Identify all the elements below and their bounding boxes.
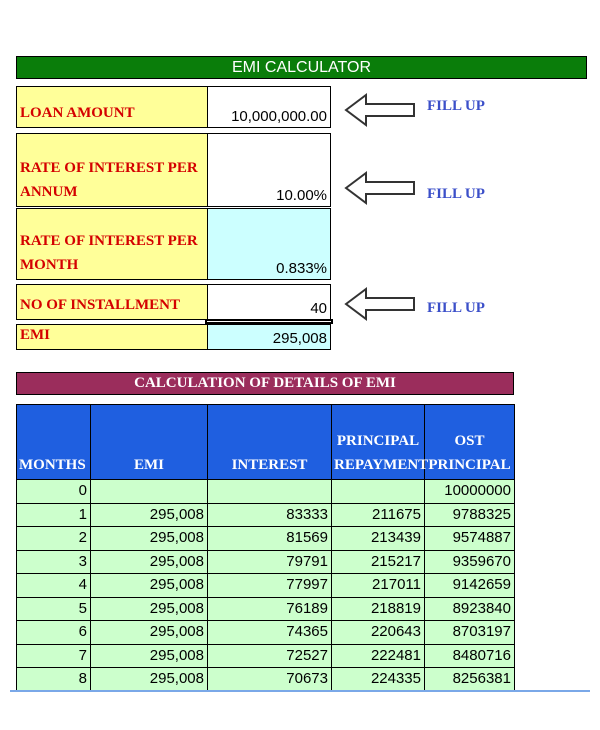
rate-month-label	[16, 208, 208, 280]
installments-value: 40	[310, 300, 327, 317]
left-arrow-icon	[344, 170, 416, 206]
table-row	[17, 621, 515, 645]
cell-principal: 224335	[332, 668, 425, 692]
cell-ost: 9788325	[425, 503, 515, 527]
cell-ost: 9574887	[425, 527, 515, 551]
cell-month: 8	[17, 668, 91, 692]
cell-principal: 211675	[332, 503, 425, 527]
rate-month-label-line1: RATE OF INTEREST PER	[20, 233, 198, 249]
cell-ost: 9359670	[425, 550, 515, 574]
cell-interest: 83333	[208, 503, 332, 527]
cell-interest: 77997	[208, 574, 332, 598]
loan-amount-input[interactable]	[207, 86, 331, 128]
rate-annum-label-line1: RATE OF INTEREST PER	[20, 160, 198, 176]
col-header-principal-repayment	[332, 405, 429, 480]
cell-principal: 213439	[332, 527, 425, 551]
cell-emi: 295,008	[91, 503, 208, 527]
emi-label-text: EMI	[20, 327, 50, 343]
cell-interest: 79791	[208, 550, 332, 574]
rate-annum-label-line2: ANNUM	[20, 184, 78, 200]
table-header-row	[17, 405, 515, 480]
cell-emi: 295,008	[91, 644, 208, 668]
cell-ost: 10000000	[425, 480, 515, 504]
cell-principal: 215217	[332, 550, 425, 574]
left-arrow-icon	[344, 286, 416, 322]
cell-ost: 8703197	[425, 621, 515, 645]
cell-interest	[208, 480, 332, 504]
sheet-bottom-edge	[10, 690, 590, 692]
rate-month-label-line2: MONTH	[20, 257, 79, 273]
installments-label	[16, 284, 208, 320]
cell-emi: 295,008	[91, 597, 208, 621]
cell-principal	[332, 480, 425, 504]
emi-value-cell	[207, 324, 331, 350]
loan-amount-value: 10,000,000.00	[231, 108, 327, 125]
col-header-ost-line2: PRINCIPAL	[428, 457, 511, 473]
table-row	[17, 503, 515, 527]
col-header-principal-line2: REPAYMENT	[334, 457, 429, 473]
cell-ost: 8256381	[425, 668, 515, 692]
col-header-emi: EMI	[91, 405, 208, 480]
cell-interest: 70673	[208, 668, 332, 692]
col-header-ost-principal	[425, 405, 515, 480]
installments-input[interactable]	[207, 284, 331, 320]
rate-annum-label	[16, 133, 208, 207]
cell-interest: 72527	[208, 644, 332, 668]
cell-principal: 222481	[332, 644, 425, 668]
cell-interest: 74365	[208, 621, 332, 645]
fill-up-label-rate: FILL UP	[427, 186, 485, 202]
rate-annum-value: 10.00%	[276, 187, 327, 204]
table-row	[17, 644, 515, 668]
col-header-interest: INTEREST	[208, 405, 332, 480]
col-header-principal-line1: PRINCIPAL	[336, 433, 420, 449]
cell-month: 1	[17, 503, 91, 527]
cell-principal: 218819	[332, 597, 425, 621]
left-arrow-icon	[344, 92, 416, 128]
cell-principal: 220643	[332, 621, 425, 645]
cell-month: 7	[17, 644, 91, 668]
table-row	[17, 480, 515, 504]
emi-value: 295,008	[272, 330, 327, 347]
installments-label-text: NO OF INSTALLMENT	[20, 297, 181, 313]
col-header-ost-line1: OST	[454, 433, 485, 449]
cell-month: 2	[17, 527, 91, 551]
fill-up-label-loan: FILL UP	[427, 98, 485, 114]
rate-month-label-text	[20, 229, 198, 277]
cell-emi: 295,008	[91, 574, 208, 598]
cell-ost: 8923840	[425, 597, 515, 621]
cell-month: 4	[17, 574, 91, 598]
cell-month: 3	[17, 550, 91, 574]
details-title: CALCULATION OF DETAILS OF EMI	[16, 372, 514, 395]
fill-up-label-installments: FILL UP	[427, 300, 485, 316]
rate-month-value: 0.833%	[276, 260, 327, 277]
table-row	[17, 550, 515, 574]
cell-emi	[91, 480, 208, 504]
cell-emi: 295,008	[91, 527, 208, 551]
cell-interest: 76189	[208, 597, 332, 621]
cell-month: 5	[17, 597, 91, 621]
cell-ost: 9142659	[425, 574, 515, 598]
cell-month: 6	[17, 621, 91, 645]
emi-schedule-table	[16, 404, 515, 692]
cell-emi: 295,008	[91, 621, 208, 645]
loan-amount-label	[16, 86, 208, 128]
table-row	[17, 597, 515, 621]
loan-amount-label-text: LOAN AMOUNT	[20, 105, 135, 121]
table-row	[17, 574, 515, 598]
cell-principal: 217011	[332, 574, 425, 598]
table-row	[17, 668, 515, 692]
cell-month: 0	[17, 480, 91, 504]
col-header-months: MONTHS	[17, 405, 91, 480]
rate-annum-input[interactable]	[207, 133, 331, 207]
cell-emi: 295,008	[91, 550, 208, 574]
emi-label	[16, 324, 208, 350]
cell-ost: 8480716	[425, 644, 515, 668]
rate-annum-label-text	[20, 156, 198, 204]
cell-interest: 81569	[208, 527, 332, 551]
emi-calculator-title: EMI CALCULATOR	[16, 56, 587, 79]
table-row	[17, 527, 515, 551]
cell-emi: 295,008	[91, 668, 208, 692]
rate-month-value-cell	[207, 208, 331, 280]
